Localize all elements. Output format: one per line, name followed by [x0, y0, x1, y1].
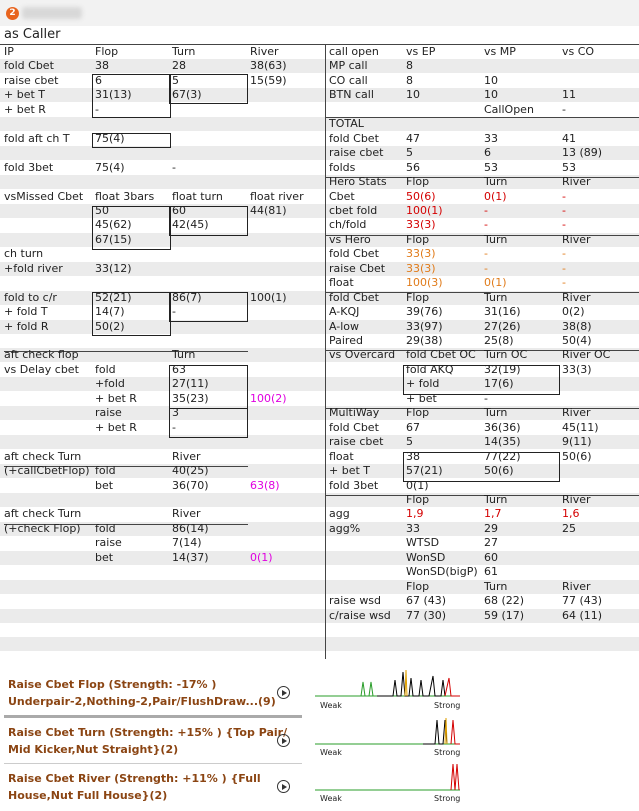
row-stripe: [0, 117, 639, 131]
open-stat-r8-col2: 53: [484, 160, 498, 174]
open-stat-r7-col1: 5: [406, 146, 413, 160]
open-stat-r12-col0: ch/fold: [329, 218, 367, 232]
caller-stat-r14-col0: + fold T: [4, 305, 48, 319]
open-stat-r38-col1: 67 (43): [406, 594, 447, 608]
open-stat-r14-col1: 33(3): [406, 247, 436, 261]
caller-stat-r23-col1: fold: [95, 464, 116, 478]
open-stat-r17-col0: fold Cbet: [329, 290, 379, 304]
caller-stat-r21-col1: + bet R: [95, 420, 137, 434]
open-stat-r25-col2: Turn: [484, 406, 508, 420]
open-stat-r7-col2: 6: [484, 146, 491, 160]
open-stat-r29-col0: + bet T: [329, 464, 370, 478]
caller-stat-r22-col0: aft check Turn: [4, 449, 82, 463]
caller-stat-r9-col2: 42(45): [172, 218, 209, 232]
open-stat-r9-col0: Hero Stats: [329, 175, 387, 189]
open-stat-r18-col1: 39(76): [406, 305, 443, 319]
open-stat-r25-col0: MultiWay: [329, 406, 380, 420]
open-stat-r21-col1: fold Cbet OC: [406, 348, 476, 362]
open-stat-r21-col2: Turn OC: [484, 348, 528, 362]
open-stat-r38-col2: 68 (22): [484, 594, 525, 608]
open-stat-r28-col2: 77(22): [484, 449, 521, 463]
row-stripe: [0, 580, 639, 594]
open-stat-r6-col1: 47: [406, 131, 420, 145]
caller-stat-r16-col0: aft check flop: [4, 348, 79, 362]
caller-stat-r7-col2: float turn: [172, 189, 223, 203]
open-stat-r14-col2: -: [484, 247, 488, 261]
open-stat-r38-col0: raise wsd: [329, 594, 382, 608]
caller-stat-r15-col1: 50(2): [95, 319, 125, 333]
caller-stat-r7-col1: float 3bars: [95, 189, 155, 203]
caller-stat-r24-col3: 63(8): [250, 478, 280, 492]
caller-stat-r5-col0: fold aft ch T: [4, 131, 70, 145]
open-stat-r8-col1: 56: [406, 160, 420, 174]
open-stat-r27-col2: 14(35): [484, 435, 521, 449]
open-stat-r15-col0: raise Cbet: [329, 261, 386, 275]
open-stat-r9-col3: River: [562, 175, 591, 189]
raise-river-title: Raise Cbet River (Strength: +11% ) {Full: [8, 772, 261, 785]
caller-stat-r2-col1: 6: [95, 73, 102, 87]
open-stat-r6-col3: 41: [562, 131, 576, 145]
caller-stat-r16-col2: Turn: [172, 348, 196, 362]
open-stat-r10-col3: -: [562, 189, 566, 203]
open-stat-r33-col1: 33: [406, 521, 420, 535]
open-stat-r17-col1: Flop: [406, 290, 430, 304]
open-stat-r19-col3: 38(8): [562, 319, 592, 333]
weak-label: Weak: [320, 794, 342, 803]
open-stat-r27-col0: raise cbet: [329, 435, 384, 449]
caller-stat-r15-col0: + fold R: [4, 319, 49, 333]
open-stat-r27-col1: 5: [406, 435, 413, 449]
open-stat-r2-col0: CO call: [329, 73, 368, 87]
open-stat-h-col3: vs CO: [562, 45, 595, 58]
weak-label: Weak: [320, 748, 342, 757]
caller-stat-r12-col1: 33(12): [95, 261, 132, 275]
caller-stat-r13-col0: fold to c/r: [4, 290, 57, 304]
caller-stat-r25-col0: aft check Turn: [4, 507, 82, 521]
caller-stat-r18-col2: 27(11): [172, 377, 209, 391]
open-stat-r29-col2: 50(6): [484, 464, 514, 478]
caller-stat-r20-col1: raise: [95, 406, 122, 420]
open-stat-r8-col3: 53: [562, 160, 576, 174]
open-stat-r30-col0: fold 3bet: [329, 478, 379, 492]
divider: [4, 715, 302, 718]
caller-stat-r3-col0: + bet T: [4, 88, 45, 102]
line: [326, 117, 639, 118]
caller-stat-r14-col1: 14(7): [95, 305, 125, 319]
open-stat-r13-col2: Turn: [484, 232, 508, 246]
caller-stat-r21-col2: -: [172, 420, 176, 434]
open-stat-r23-col1: + fold: [406, 377, 440, 391]
open-stat-r20-col0: Paired: [329, 334, 363, 347]
open-stat-r3-col3: 11: [562, 88, 576, 102]
open-stat-r4-col3: -: [562, 102, 566, 116]
open-stat-r18-col3: 0(2): [562, 305, 585, 319]
caller-stat-r27-col2: 7(14): [172, 536, 202, 550]
caller-stat-r17-col2: 63: [172, 362, 186, 376]
play-icon[interactable]: [277, 780, 290, 793]
row-stripe: [0, 146, 639, 160]
play-icon[interactable]: [277, 734, 290, 747]
raise-river-hands: House,Nut Full House}(2): [8, 789, 168, 802]
open-stat-r6-col2: 33: [484, 131, 498, 145]
caller-stat-r13-col3: 100(1): [250, 290, 287, 304]
open-stat-r16-col3: -: [562, 276, 566, 290]
open-stat-r22-col3: 33(3): [562, 362, 592, 376]
caller-stat-r24-col2: 36(70): [172, 478, 209, 492]
open-stat-r12-col2: -: [484, 218, 488, 232]
open-stat-r24-col2: -: [484, 391, 488, 405]
top-bar: [0, 0, 639, 26]
strength-sparkline: [315, 668, 465, 700]
play-icon[interactable]: [277, 686, 290, 699]
open-stat-r34-col1: WTSD: [406, 536, 440, 550]
column-divider: [325, 44, 326, 659]
open-stat-r20-col2: 25(8): [484, 334, 514, 347]
open-stat-r26-col2: 36(36): [484, 420, 521, 434]
open-stat-r26-col1: 67: [406, 420, 420, 434]
caller-stat-r1-col1: 38: [95, 59, 109, 73]
strength-sparkline: [315, 760, 465, 792]
caller-stat-r2-col2: 5: [172, 73, 179, 87]
open-stat-r16-col1: 100(3): [406, 276, 443, 290]
open-stat-r1-col1: 8: [406, 59, 413, 73]
open-stat-r18-col0: A-KQJ: [329, 305, 360, 319]
caller-stat-r4-col1: -: [95, 102, 99, 116]
caller-stat-h-col1: Flop: [95, 45, 119, 58]
caller-stat-r6-col2: -: [172, 160, 176, 174]
open-stat-r37-col2: Turn: [484, 579, 508, 593]
open-stat-r1-col0: MP call: [329, 59, 368, 73]
open-stat-h-col2: vs MP: [484, 45, 516, 58]
caller-stat-r12-col0: +fold river: [4, 261, 63, 275]
open-stat-r5-col0: TOTAL: [329, 117, 364, 131]
open-stat-r10-col0: Cbet: [329, 189, 355, 203]
open-stat-r27-col3: 9(11): [562, 435, 592, 449]
open-stat-r20-col3: 50(4): [562, 334, 592, 347]
open-stat-r36-col1: WonSD(bigP): [406, 565, 478, 579]
delay-cbet-raise-box: [169, 408, 248, 438]
open-stat-r10-col1: 50(6): [406, 189, 436, 203]
caller-stat-r13-col2: 86(7): [172, 290, 202, 304]
caller-stat-r23-col2: 40(25): [172, 464, 209, 478]
open-stat-h-col1: vs EP: [406, 45, 436, 58]
caller-stat-h-col3: River: [250, 45, 279, 58]
caller-stat-r19-col1: + bet R: [95, 391, 137, 405]
caller-stat-r1-col2: 28: [172, 59, 186, 73]
open-stat-r15-col2: -: [484, 261, 488, 275]
open-stat-r24-col1: + bet: [406, 391, 437, 405]
open-stat-r7-col3: 13 (89): [562, 146, 603, 160]
caller-stat-r6-col0: fold 3bet: [4, 160, 54, 174]
open-stat-r15-col3: -: [562, 261, 566, 275]
raise-turn-title: Raise Cbet Turn (Strength: +15% ) {Top Pair/: [8, 726, 288, 739]
open-stat-r11-col2: -: [484, 203, 488, 217]
open-stat-r35-col1: WonSD: [406, 550, 446, 564]
open-stat-r22-col2: 32(19): [484, 362, 521, 376]
open-stat-r17-col3: River: [562, 290, 591, 304]
caller-stat-r19-col3: 100(2): [250, 391, 287, 405]
open-stat-r38-col3: 77 (43): [562, 594, 603, 608]
open-stat-r25-col3: River: [562, 406, 591, 420]
open-stat-r33-col2: 29: [484, 521, 498, 535]
open-stat-r25-col1: Flop: [406, 406, 430, 420]
open-stat-r8-col0: folds: [329, 160, 356, 174]
row-stripe: [0, 609, 639, 623]
caller-stat-r5-col1: 75(4): [95, 131, 125, 145]
caller-stat-r1-col3: 38(63): [250, 59, 287, 73]
row-stripe: [0, 637, 639, 651]
open-stat-r9-col1: Flop: [406, 175, 430, 189]
open-stat-r33-col3: 25: [562, 521, 576, 535]
section-title: as Caller: [4, 27, 61, 42]
caller-stat-r28-col3: 0(1): [250, 550, 273, 564]
open-stat-r11-col0: cbet fold: [329, 203, 378, 217]
caller-stat-r1-col0: fold Cbet: [4, 59, 54, 73]
open-stat-r7-col0: raise cbet: [329, 146, 384, 160]
open-stat-r13-col1: Flop: [406, 232, 430, 246]
open-stat-r11-col3: -: [562, 203, 566, 217]
open-stat-r14-col3: -: [562, 247, 566, 261]
caller-stat-h-col2: Turn: [172, 45, 196, 58]
level-badge: 2: [6, 7, 19, 20]
caller-stat-r7-col3: float river: [250, 189, 304, 203]
raise-flop-title: Raise Cbet Flop (Strength: -17% ): [8, 678, 217, 691]
caller-stat-r2-col0: raise cbet: [4, 73, 59, 87]
caller-stat-r6-col1: 75(4): [95, 160, 125, 174]
open-stat-r18-col2: 31(16): [484, 305, 521, 319]
open-stat-r34-col2: 27: [484, 536, 498, 550]
caller-stat-r10-col1: 67(15): [95, 232, 132, 246]
caller-stat-r23-col0: (+callCbetFlop): [4, 464, 90, 478]
open-stat-r33-col0: agg%: [329, 521, 361, 535]
open-stat-r30-col1: 0(1): [406, 478, 429, 492]
open-stat-r39-col1: 77 (30): [406, 608, 447, 622]
caller-stat-r26-col0: (+check Flop): [4, 521, 81, 535]
caller-stat-r28-col2: 14(37): [172, 550, 209, 564]
open-stat-r37-col3: River: [562, 579, 591, 593]
open-stat-r31-col3: River: [562, 492, 591, 506]
caller-stat-r3-col1: 31(13): [95, 88, 132, 102]
caller-stat-r25-col2: River: [172, 507, 201, 521]
open-stat-r9-col2: Turn: [484, 175, 508, 189]
open-stat-r21-col0: vs Overcard: [329, 348, 396, 362]
open-stat-r16-col0: float: [329, 276, 354, 290]
raise-flop-hands: Underpair-2,Nothing-2,Pair/FlushDraw...(9): [8, 695, 276, 708]
open-stat-r12-col3: -: [562, 218, 566, 232]
open-stat-r39-col0: c/raise wsd: [329, 608, 391, 622]
caller-stat-r20-col2: 3: [172, 406, 179, 420]
open-stat-h-col0: call open: [329, 45, 379, 58]
caller-stat-r4-col0: + bet R: [4, 102, 46, 116]
open-stat-r10-col2: 0(1): [484, 189, 507, 203]
open-stat-r28-col1: 38: [406, 449, 420, 463]
caller-stat-r27-col1: raise: [95, 536, 122, 550]
open-stat-r26-col3: 45(11): [562, 420, 599, 434]
open-stat-r35-col2: 60: [484, 550, 498, 564]
open-stat-r21-col3: River OC: [562, 348, 611, 362]
open-stat-r11-col1: 100(1): [406, 203, 443, 217]
open-stat-r6-col0: fold Cbet: [329, 131, 379, 145]
caller-stat-h-col0: IP: [4, 45, 14, 58]
open-stat-r37-col1: Flop: [406, 579, 430, 593]
caller-stat-r11-col0: ch turn: [4, 247, 44, 261]
open-stat-r39-col3: 64 (11): [562, 608, 603, 622]
open-stat-r29-col1: 57(21): [406, 464, 443, 478]
caller-stat-r17-col1: fold: [95, 362, 116, 376]
player-name-blurred: [22, 7, 82, 19]
caller-stat-r2-col3: 15(59): [250, 73, 287, 87]
caller-stat-r8-col2: 60: [172, 203, 186, 217]
open-stat-r32-col3: 1,6: [562, 507, 580, 521]
caller-stat-r28-col1: bet: [95, 550, 114, 564]
open-stat-r31-col1: Flop: [406, 492, 430, 506]
open-stat-r3-col1: 10: [406, 88, 420, 102]
open-stat-r16-col2: 0(1): [484, 276, 507, 290]
divider: [4, 763, 302, 764]
open-stat-r14-col0: fold Cbet: [329, 247, 379, 261]
open-stat-r32-col2: 1,7: [484, 507, 502, 521]
open-stat-r23-col2: 17(6): [484, 377, 514, 391]
caller-stat-r13-col1: 52(21): [95, 290, 132, 304]
open-stat-r19-col2: 27(26): [484, 319, 521, 333]
open-stat-r32-col1: 1,9: [406, 507, 424, 521]
open-stat-r3-col0: BTN call: [329, 88, 374, 102]
caller-stat-r3-col2: 67(3): [172, 88, 202, 102]
weak-label: Weak: [320, 701, 342, 710]
line: [326, 495, 639, 496]
caller-stat-r9-col1: 45(62): [95, 218, 132, 232]
open-stat-r3-col2: 10: [484, 88, 498, 102]
strength-sparkline: [315, 714, 465, 746]
caller-stat-r17-col0: vs Delay cbet: [4, 362, 79, 376]
caller-stat-r19-col2: 35(23): [172, 391, 209, 405]
caller-stat-r14-col2: -: [172, 305, 176, 319]
strong-label: Strong: [434, 748, 461, 757]
caller-stat-r8-col3: 44(81): [250, 203, 287, 217]
caller-stat-r22-col2: River: [172, 449, 201, 463]
open-stat-r28-col0: float: [329, 449, 354, 463]
open-stat-r2-col1: 8: [406, 73, 413, 87]
caller-stat-r24-col1: bet: [95, 478, 114, 492]
strong-label: Strong: [434, 701, 461, 710]
open-stat-r2-col2: 10: [484, 73, 498, 87]
open-stat-r36-col2: 61: [484, 565, 498, 579]
caller-stat-r7-col0: vsMissed Cbet: [4, 189, 84, 203]
open-stat-r20-col1: 29(38): [406, 334, 443, 347]
open-stat-r39-col2: 59 (17): [484, 608, 525, 622]
open-stat-r17-col2: Turn: [484, 290, 508, 304]
line: [326, 235, 639, 236]
open-stat-r26-col0: fold Cbet: [329, 420, 379, 434]
open-stat-r19-col0: A-low: [329, 319, 360, 333]
open-stat-r12-col1: 33(3): [406, 218, 436, 232]
caller-stat-r18-col1: +fold: [95, 377, 125, 391]
strong-label: Strong: [434, 794, 461, 803]
open-stat-r32-col0: agg: [329, 507, 350, 521]
open-stat-r31-col2: Turn: [484, 492, 508, 506]
open-stat-r4-col2: CallOpen: [484, 102, 534, 116]
open-stat-r19-col1: 33(97): [406, 319, 443, 333]
open-stat-r13-col3: River: [562, 232, 591, 246]
open-stat-r13-col0: vs Hero: [329, 232, 371, 246]
raise-turn-hands: Mid Kicker,Nut Straight}(2): [8, 743, 179, 756]
open-stat-r15-col1: 33(3): [406, 261, 436, 275]
open-stat-r28-col3: 50(6): [562, 449, 592, 463]
open-stat-r22-col1: fold AKQ: [406, 362, 454, 376]
caller-stat-r26-col1: fold: [95, 521, 116, 535]
caller-stat-r8-col1: 50: [95, 203, 109, 217]
row-stripe: [0, 435, 639, 449]
caller-stat-r26-col2: 86(14): [172, 521, 209, 535]
